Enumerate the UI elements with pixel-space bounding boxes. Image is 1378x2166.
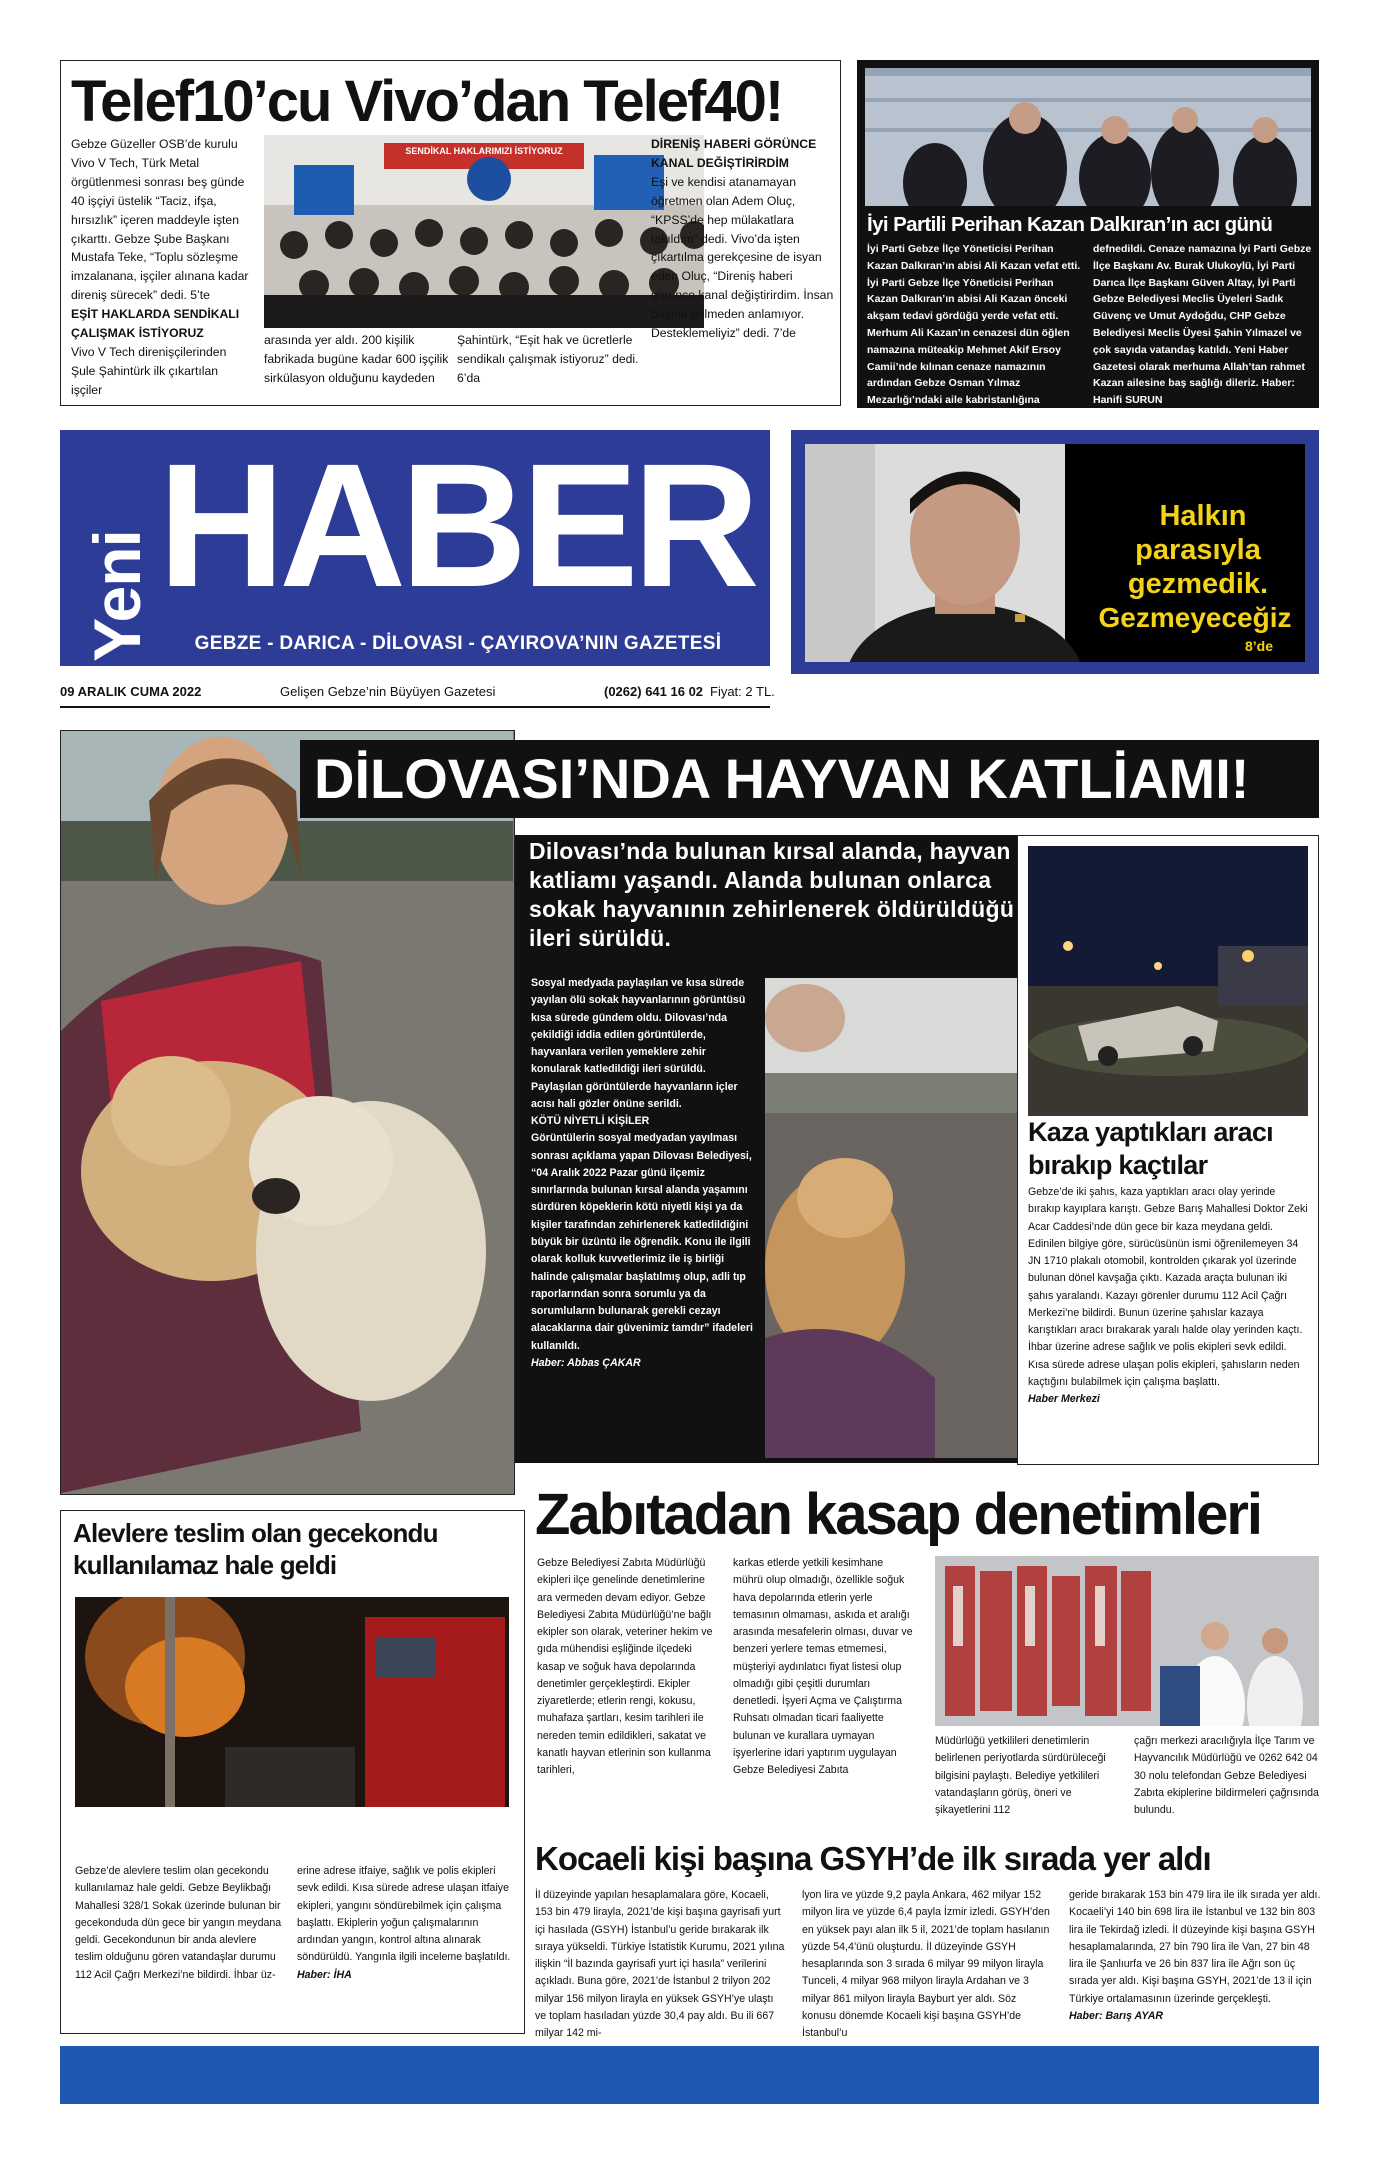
- top-story-col3: Şahintürk, “Eşit hak ve ücretlerle sendikalı çalışmak istiyoruz” dedi. 6’da: [457, 333, 639, 385]
- top-story-photo-banner: SENDİKAL HAKLARIMIZI İSTİYORUZ: [405, 146, 563, 156]
- promo-line3: gezmedik.: [1127, 568, 1269, 600]
- top-story-col2: arasında yer aldı. 200 kişilik fabrikada bugüne kadar 600 işçilik sirkülasyon olduğunu kaydeden: [264, 333, 449, 385]
- condolence-box: [857, 60, 1319, 408]
- masthead-haber: HABER: [158, 428, 754, 624]
- gdp-story-headline: Kocaeli kişi başına GSYH’de ilk sırada yer aldı: [535, 1840, 1211, 1877]
- crash-story-photo: [1028, 846, 1308, 1116]
- butcher-story-col3: Müdürlüğü yetkilileri denetimlerin belirlenen periyotlarda sürdürüleceği bilgisini paylaştı. Belediye yetkilileri vatandaşların görüş, öneri ve şikayetlerini 112: [935, 1735, 1106, 1817]
- crash-story-box: [1017, 835, 1319, 1465]
- fire-story-col2: erine adrese itfaiye, sağlık ve polis ekipleri sevk edildi. Kısa sürede adrese ulaşan itfaiye ekipleri, yangını söndürebilmek için çalışma başlattı. Ekiplerin yoğun çalışmalarının ardından yangın, kontrol altına alınarak söndürüldü. Yangınla ilgili inceleme başlatıldı. Haber: İHA: [297, 1865, 511, 1981]
- condolence-col2: defnedildi. Cenaze namazına İyi Parti Gebze İlçe Başkanı Av. Burak Ulukoylü, İyi Parti Darıca İlçe Başkanı Güven Altay, İyi Parti Gebze Belediyesi Meclis Üyeleri Sadık Güvenç ve Umut Aydoğdu, CHP Gebze Belediyesi Meclis Üyesi Şahin Yılmazel ve çok sayıda vatandaş katıldı. Yeni Haber Gazetesi olarak merhuma Allah’tan rahmet Kazan ailesine baş sağlığı dileriz. Haber: Hanifi SURUN: [1093, 243, 1312, 407]
- promo-page: 8’de: [1245, 638, 1274, 654]
- promo-photo: [805, 444, 1305, 662]
- fire-story-photo: [75, 1597, 509, 1807]
- crash-story-body: Gebze’de iki şahıs, kaza yaptıkları aracı olay yerinde bırakıp kayıplara karıştı. Gebze Barış Mahallesi Doktor Zeki Acar Caddesi’nde dün gece bir kaza meydana geldi. Edinilen bilgiye göre, sürücüsünün ismi öğrenilemeyen 34 JN 1710 plakalı otomobil, kontrolden çıkarak yol üzerinde bulunan dönel kavşağa çıktı. Kazada araçta bulunan iki şahıs yaralandı. Kazayı görenler durumu 112 Acil Çağrı Merkezi’ne bildirdi. Bunun üzerine şahıslar kazaya karıştıkları aracı bırakarak yaralı halde olay yerinden kaçtı. İhbar üzerine adrese sağlık ve polis ekipleri sevk edildi. Kısa sürede adrese ulaşan polis ekipleri, şahısların neden kaçtığını bulabilmek için çalışma başlattı. Haber Merkezi: [1028, 1186, 1308, 1406]
- gdp-story-col2: lyon lira ve yüzde 9,2 payla Ankara, 462 milyar 152 milyon lira ve yüzde 6,4 payla İzmir izledi. GSYH’den en yüksek payı alan ilk 5 il, 2021’de toplam hasılanın yüzde 54,4’ünü oluşturdu. İl düzeyinde GSYH hesaplarında son 3 sırada 6 milyar 99 milyon lirayla Tunceli, 4 milyar 968 milyon lirayla Ardahan ve 3 milyar 861 milyon lirayla Bayburt yer aldı. Söz konusu dönemde Kocaeli kişi başına GSYH’de İstanbul’u: [802, 1889, 1050, 2040]
- main-story-photo-left: [60, 730, 515, 1495]
- footer-bar: [60, 2046, 1319, 2104]
- gdp-story-col3: geride bırakarak 153 bin 479 lira ile ilk sırada yer aldı. Kocaeli’yi 140 bin 698 lira ile İstanbul ve 132 bin 803 lira ile Tekirdağ izledi. İl düzeyinde kişi başına GSYH hesaplamalarında, 27 bin 790 lira ile Van, 27 bin 48 lira ile Şanlıurfa ve 26 bin 837 lira ile Ağrı son üç sırada yer aldı. Kişi başına GSYH, 2021’de 13 il için Türkiye ortalamasının üzerinde gerçekleşti. Haber: Barış AYAR: [1069, 1889, 1321, 2022]
- masthead-yeni: Yeni: [80, 530, 154, 662]
- top-story-col4: DİRENİŞ HABERİ GÖRÜNCE KANAL DEĞİŞTİRİRDİM Eşi ve kendisi atanamayan öğretmen olan Adem Oluç, “KPSS’de hep mülakatlara takıldım” dedi. Vivo’da işten çıkartılma gerekçesine de isyan eden Oluç, “Direniş haberi görünce kanal değiştirirdim. İnsan başına gelmeden anlamıyor. Desteklemeliyiz” dedi. 7’de: [651, 137, 834, 341]
- top-story-box: [60, 60, 841, 406]
- fire-story-col1: Gebze’de alevlere teslim olan gecekondu kullanılamaz hale geldi. Gebze Beylikbağı Mahallesi 328/1 Sokak üzerinde bulunan bir gecekonduda dün gece bir yangın meydana geldi. Gecekondunun bir anda alevlere teslim olduğunu gören vatandaşlar durumu 112 Acil Çağrı Merkezi’ne bildirdi. İhbar üz-: [75, 1865, 282, 1981]
- butcher-story-photo: [935, 1556, 1319, 1726]
- top-story-photo: [264, 135, 704, 328]
- butcher-story-col4: çağrı merkezi aracılığıyla İlçe Tarım ve Hayvancılık Müdürlüğü ve 0262 642 04 30 nolu telefondan Gebze Belediyesi Zabıta ekiplerine bildirmeleri çağrısında bulundu.: [1134, 1735, 1319, 1817]
- butcher-story-col1: Gebze Belediyesi Zabıta Müdürlüğü ekipleri ilçe genelinde denetimlerine ara vermeden devam ediyor. Gebze Belediyesi Zabıta Müdürlüğü’ne bağlı ekipler son olarak, veteriner hekim ve gıda mühendisi eşliğinde ilçedeki kasap ve soğuk hava depolarında denetimler gerçekleştirdi. Ekipler ziyaretlerde; etlerin rengi, kokusu, muhafaza şartları, kesim tarihleri ile nereden temin edildikleri, sakatat ve kanatlı hayvan etlerinin son kullanma tarihleri,: [537, 1557, 713, 1777]
- masthead-date: 09 ARALIK CUMA 2022: [60, 684, 202, 699]
- main-story-photo-right: [765, 978, 1020, 1458]
- top-story-col1: Gebze Güzeller OSB’de kurulu Vivo V Tech, Türk Metal örgütlenmesi sonrası beş günde 40 işçiyi üstelik “Taciz, ifşa, hırsızlık” içeren maddeyle işten çıkarttı. Gebze Şube Başkanı Mustafa Teke, “Toplu sözleşme imzalanana, işçiler alınana kadar direniş sürecek” dedi. 5’te EŞİT HAKLARDA SENDİKALI ÇALIŞMAK İSTİYORUZ Vivo V Tech direnişçilerinden Şule Şahintürk ilk çıkartılan işçiler: [71, 137, 249, 397]
- promo-line1: Halkın: [1159, 500, 1247, 532]
- main-story-headline-bar: [300, 740, 1319, 818]
- fire-story-headline: Alevlere teslim olan gecekondu kullanılamaz hale geldi: [73, 1518, 438, 1580]
- main-story-body: Sosyal medyada paylaşılan ve kısa sürede yayılan ölü sokak hayvanlarının görüntüsü kısa sürede gündem oldu. Dilovası’nda çekildiği iddia edilen görüntülerde, hayvanlara verilen yemeklere zehir konularak katledildiği ileri sürüldü. Paylaşılan görüntülerde hayvanların içler acısı hali gözler önüne serildi. KÖTÜ NİYETLİ KİŞİLER Görüntülerin sosyal medyadan yayılması sonrası açıklama yapan Dilovası Belediyesi, “04 Aralık 2022 Pazar günü ilçemiz sınırlarında bulunan kırsal alanda yaşamını sürdüren köpeklerin kötü niyetli kişi ya da kişiler tarafından zehirlenerek katledildiğini büyük bir üzüntü ile öğrendik. Konu ile ilgili olarak kolluk kuvvetlerimiz ile iş birliği halinde çalışmalar başlatılmış olup, adli tıp raporlarından sonra sorumlu ya da sorumluların bulunarak gerekli cezayı alacaklarına dair güvenimiz tamdır” ifadeleri kullanıldı. Haber: Abbas ÇAKAR: [531, 977, 753, 1369]
- top-story-headline: Telef10’cu Vivo’dan Telef40!: [71, 69, 783, 134]
- masthead-slogan: Gelişen Gebze’nin Büyüyen Gazetesi: [280, 684, 496, 699]
- promo-line4: Gezmeyeceğiz: [1098, 602, 1292, 633]
- masthead-price: Fiyat: 2 TL.: [710, 684, 775, 699]
- main-story-text-box: [515, 835, 1025, 1463]
- fire-story-box: [60, 1510, 525, 2034]
- masthead-rule: [60, 706, 770, 708]
- butcher-story-headline: Zabıtadan kasap denetimleri: [535, 1482, 1262, 1547]
- gdp-story-col1: İl düzeyinde yapılan hesaplamalara göre, Kocaeli, 153 bin 479 lirayla, 2021’de kişi başına gayrisafi yurt içi hasılada (GSYH) İstanbul’u geride bırakarak ilk sıraya yükseldi. Türkiye İstatistik Kurumu, 2021 yılına ilişkin “İl bazında gayrisafi yurt içi hasıla” verilerini açıkladı. Buna göre, 2021’de İstanbul 2 trilyon 202 milyar 156 milyon lirayla en yüksek GSYH’ye ulaştı ve toplam hasıladan yüzde 30,4 pay aldı. Bu ili 667 milyar 142 mi-: [535, 1889, 785, 2040]
- masthead-tagline: GEBZE - DARICA - DİLOVASI - ÇAYIROVA’NIN GAZETESİ: [194, 633, 722, 654]
- butcher-story-col2: karkas etlerde yetkili kesimhane mührü olup olmadığı, özellikle soğuk hava depolarında etlerin yerle temasının olmaması, askıda et aralığı arasında mesafelerin olması, duvar ve benzeri yerlere temas etmemesi, müşteriyi aydınlatıcı fiyat listesi olup olmadığı gibi çeşitli durumları denetledi. İşyeri Açma ve Çalıştırma Ruhsatı olmadan ticari faaliyette bulunan ve kurallara uymayan işyerlerine idari yaptırım uygulayan Gebze Belediyesi Zabıta: [733, 1557, 913, 1777]
- main-story-spot: Dilovası’nda bulunan kırsal alanda, hayvan katliamı yaşandı. Alanda bulunan onlarca sokak hayvanının zehirlenerek öldürüldüğü ileri sürüldü.: [529, 838, 1015, 951]
- crash-story-headline: Kaza yaptıkları aracı bırakıp kaçtılar: [1028, 1117, 1273, 1180]
- promo-box: [791, 430, 1319, 674]
- masthead-logo: [60, 430, 770, 666]
- condolence-col1: İyi Parti Gebze İlçe Yöneticisi Perihan Kazan Dalkıran’ın abisi Ali Kazan vefat etti. İyi Parti Gebze İlçe Yöneticisi Perihan Kazan Dalkıran’ın abisi Ali Kazan önceki akşam tedavi gördüğü yerde vefat etti. Merhum Ali Kazan’ın cenazesi dün öğlen namazına müteakip Mehmet Akif Ersoy Camii’nde kılınan cenaze namazının ardından Gebze Osman Yılmaz Mezarlığı’ndaki aile kabristanlığına: [867, 243, 1081, 407]
- promo-line2: parasıyla: [1135, 534, 1261, 566]
- main-story-headline: DİLOVASI’NDA HAYVAN KATLİAMI!: [314, 747, 1250, 810]
- condolence-photo: [865, 68, 1311, 206]
- condolence-headline: İyi Partili Perihan Kazan Dalkıran’ın acı günü: [867, 213, 1273, 236]
- masthead-phone: (0262) 641 16 02: [604, 684, 704, 699]
